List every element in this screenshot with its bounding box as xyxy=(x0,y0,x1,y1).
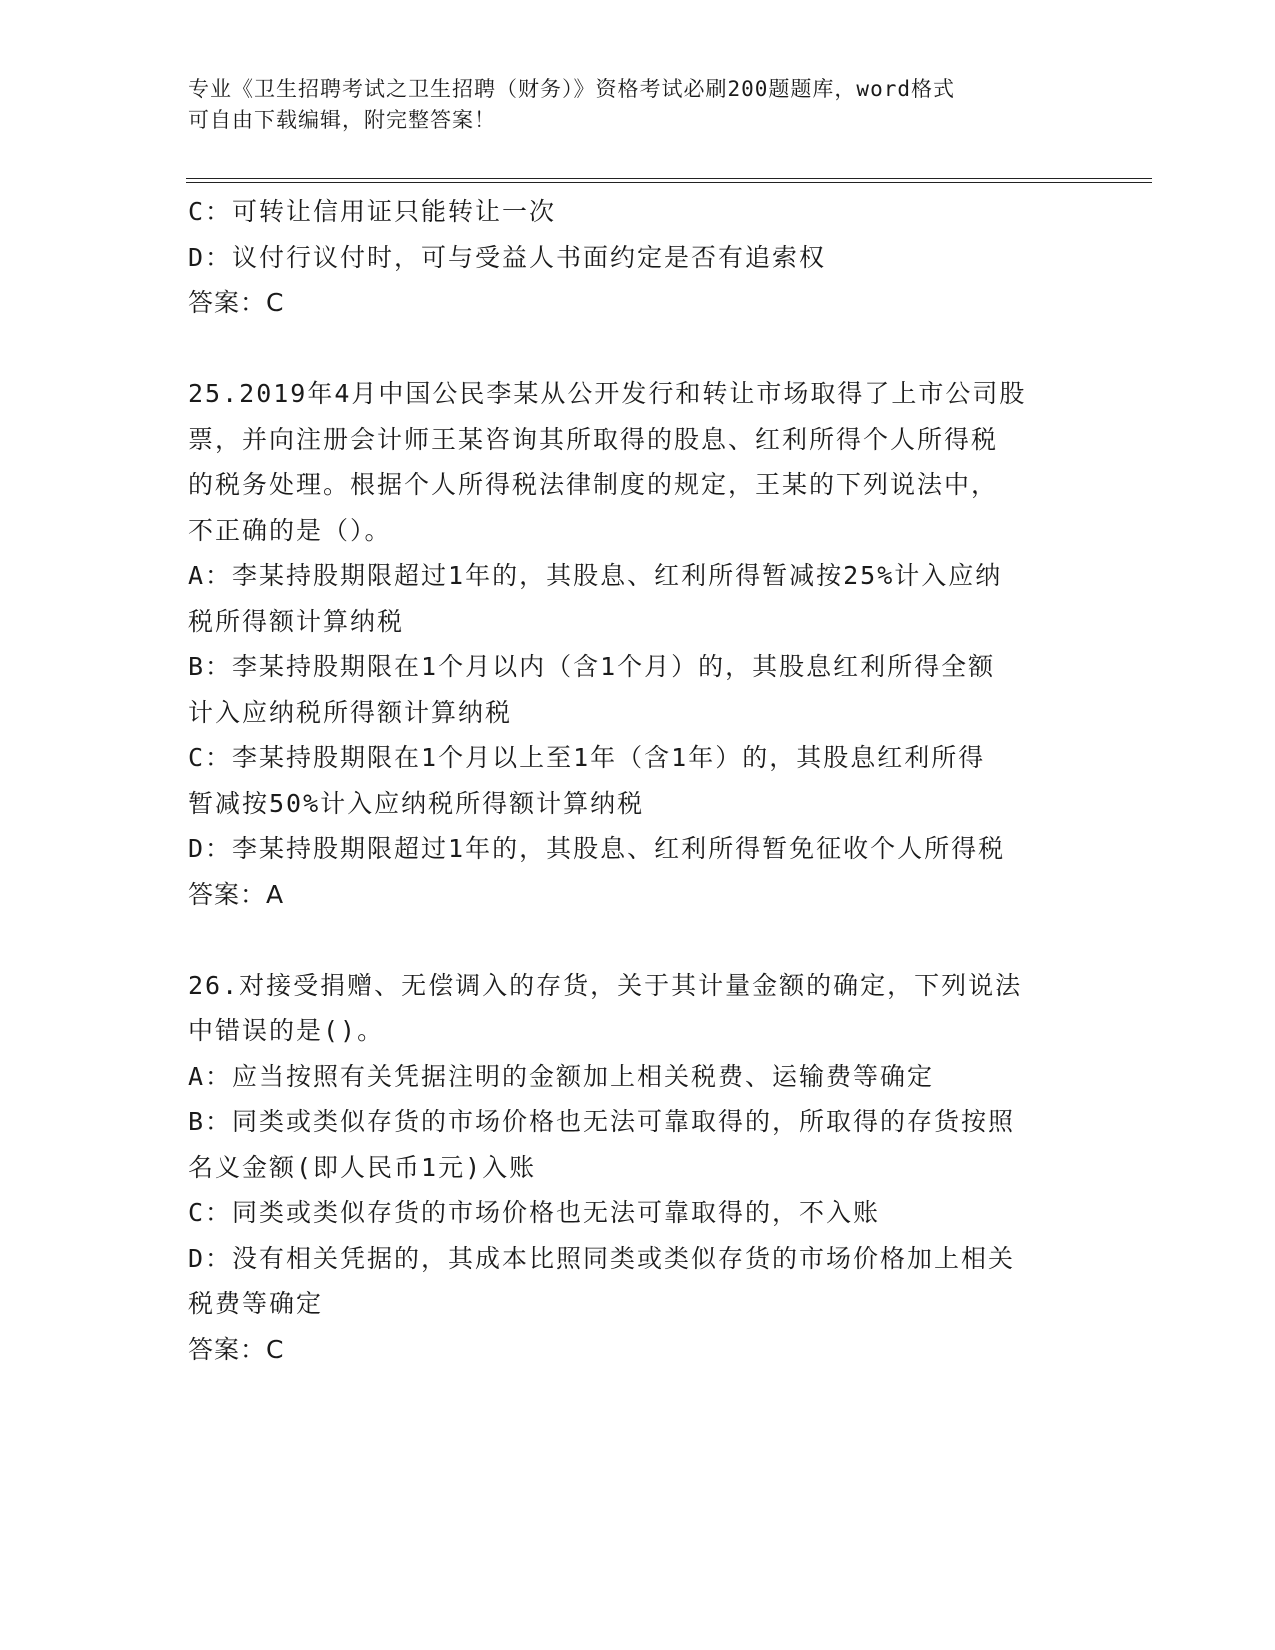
option-c: C：李某持股期限在1个月以上至1年（含1年）的，其股息红利所得 xyxy=(188,743,986,772)
answer: 答案：A xyxy=(188,879,285,909)
option-d-cont: 税费等确定 xyxy=(188,1289,324,1318)
question-25 xyxy=(188,371,1088,917)
option-a: A：应当按照有关凭据注明的金额加上相关税费、运输费等确定 xyxy=(188,1061,935,1091)
option-b-cont: 名义金额(即人民币1元)入账 xyxy=(188,1152,537,1182)
question-stem-line: 票，并向注册会计师王某咨询其所取得的股息、红利所得个人所得税 xyxy=(188,424,999,454)
question-stem-line: 不正确的是（）。 xyxy=(188,515,392,545)
question-stem-line: 25.2019年4月中国公民李某从公开发行和转让市场取得了上市公司股 xyxy=(188,379,1027,408)
option-a: A：李某持股期限超过1年的，其股息、红利所得暂减按25%计入应纳 xyxy=(188,561,1003,590)
option-b: B：李某持股期限在1个月以内（含1个月）的，其股息红利所得全额 xyxy=(188,652,996,681)
question-stem-line: 26.对接受捐赠、无偿调入的存货，关于其计量金额的确定，下列说法 xyxy=(188,970,1023,1000)
option-d: D：议付行议付时，可与受益人书面约定是否有追索权 xyxy=(188,242,827,272)
previous-question xyxy=(188,189,1088,326)
question-26 xyxy=(188,963,1088,1373)
option-d: D：李某持股期限超过1年的，其股息、红利所得暂免征收个人所得税 xyxy=(188,834,1006,863)
option-c: C：同类或类似存货的市场价格也无法可靠取得的，不入账 xyxy=(188,1198,881,1227)
header-line-2: 可自由下载编辑，附完整答案！ xyxy=(188,108,496,132)
spacer xyxy=(188,917,1088,963)
option-a-cont: 税所得额计算纳税 xyxy=(188,606,405,636)
question-stem-line: 中错误的是()。 xyxy=(188,1016,385,1045)
question-stem-line: 的税务处理。根据个人所得税法律制度的规定，王某的下列说法中， xyxy=(188,470,999,499)
option-c: C：可转让信用证只能转让一次 xyxy=(188,197,557,226)
option-d: D：没有相关凭据的，其成本比照同类或类似存货的市场价格加上相关 xyxy=(188,1243,1016,1273)
answer: 答案：C xyxy=(188,288,285,317)
option-c-cont: 暂减按50%计入应纳税所得额计算纳税 xyxy=(188,788,645,818)
spacer xyxy=(188,326,1088,372)
answer: 答案：C xyxy=(188,1334,285,1364)
option-b-cont: 计入应纳税所得额计算纳税 xyxy=(188,697,513,727)
page-header xyxy=(188,74,1068,136)
header-line-1: 专业《卫生招聘考试之卫生招聘（财务）》资格考试必刷200题题库，word格式 xyxy=(188,77,955,101)
header-divider xyxy=(186,178,1152,179)
option-b: B：同类或类似存货的市场价格也无法可靠取得的，所取得的存货按照 xyxy=(188,1107,1016,1136)
document-body xyxy=(188,189,1088,1372)
